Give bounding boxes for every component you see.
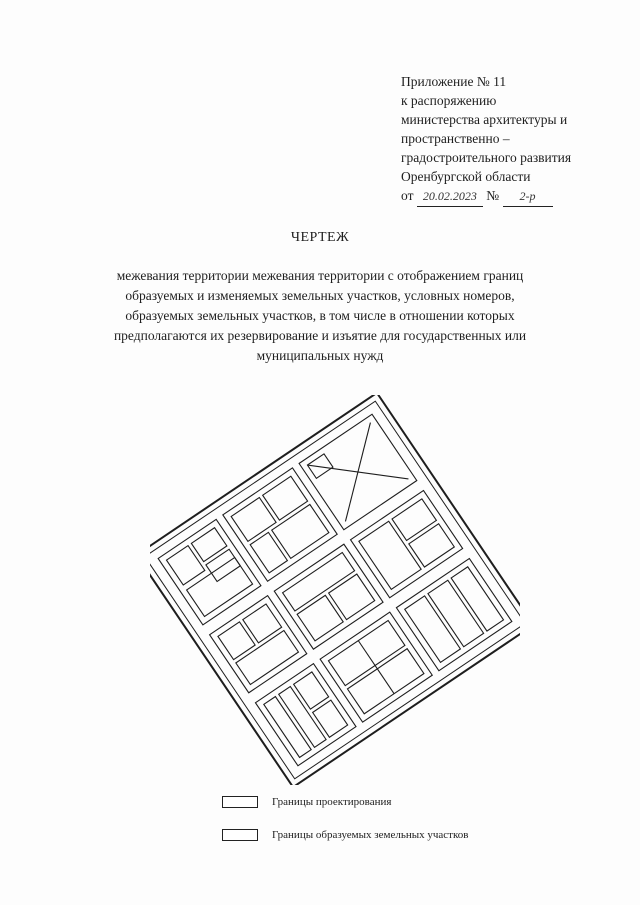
park-path (307, 423, 408, 522)
legend-item (222, 826, 542, 844)
land-parcel (264, 697, 311, 758)
legend-swatch-project-boundary (222, 796, 258, 808)
parcel-divider (358, 641, 394, 694)
handwritten-number: 2-р (503, 187, 553, 207)
annex-line: к распоряжению (401, 93, 497, 108)
document-title: ЧЕРТЕЖ (290, 230, 350, 245)
land-parcel (236, 630, 299, 684)
number-sign: № (486, 188, 500, 203)
legend-swatch-parcel-boundary (222, 829, 258, 841)
land-parcel (392, 499, 436, 541)
project-boundary (150, 395, 520, 785)
annex-line: Оренбургской области (401, 169, 531, 184)
annex-number: Приложение № 11 (401, 74, 507, 89)
legend-label: Границы образуемых земельных участков (272, 829, 469, 841)
land-parcel (243, 604, 282, 643)
inner-boundary (150, 401, 520, 779)
document-subtitle: межевания территории межевания территории с отображением границ образуемых и изменяемых земельных участков, условных номеров, образуемых земельных участков, в том числе в отношении которых предполагаются их резервирование и изъятие для государственных или муниципальных нужд (113, 268, 527, 363)
land-survey-map (150, 395, 520, 785)
block (396, 558, 511, 670)
land-parcel (451, 567, 503, 631)
legend-label: Границы проектирования (272, 796, 392, 808)
legend (222, 793, 542, 859)
annex-line: градостроительного развития (401, 150, 572, 165)
legend-item (222, 793, 542, 811)
block (274, 544, 383, 649)
handwritten-date: 20.02.2023 (417, 187, 483, 207)
annex-line: министерства архитектуры и (401, 112, 568, 127)
land-parcel (187, 558, 253, 617)
land-parcel (250, 532, 287, 572)
land-parcel (359, 521, 421, 589)
from-prefix: от (401, 188, 414, 203)
land-parcel (279, 686, 326, 747)
annex-block (401, 72, 631, 207)
annex-line: пространственно – (401, 131, 510, 146)
annex-signature-line (401, 186, 631, 207)
